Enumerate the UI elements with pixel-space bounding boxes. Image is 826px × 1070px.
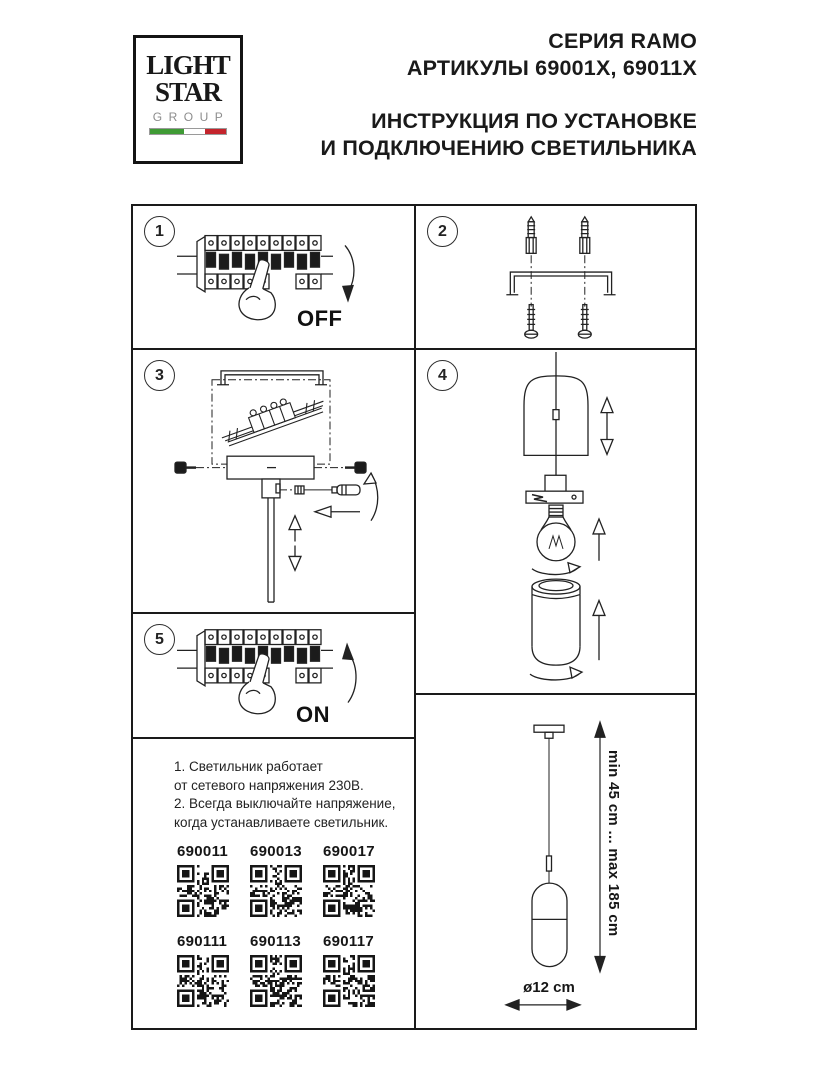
step2-anchors-diagram bbox=[416, 206, 695, 348]
qr-code bbox=[323, 955, 375, 1007]
wall-anchor-icon bbox=[526, 217, 536, 253]
step-3-panel bbox=[133, 350, 414, 614]
diameter-label: ø12 cm bbox=[523, 979, 575, 996]
qr-article-label: 690017 bbox=[323, 843, 375, 860]
grub-screw-icon bbox=[280, 486, 310, 494]
rotate-arrow-icon bbox=[530, 667, 582, 680]
on-label: ON bbox=[296, 702, 330, 727]
arrow-up-down-icon bbox=[601, 398, 613, 455]
logo-word-light: LIGHT bbox=[146, 50, 230, 80]
flag-white-stripe bbox=[184, 129, 205, 134]
qr-item bbox=[250, 933, 323, 1007]
cylinder-shade-drawing bbox=[532, 579, 580, 665]
dome-canopy-drawing bbox=[524, 376, 588, 456]
qr-item bbox=[323, 933, 396, 1007]
qr-article-label: 690013 bbox=[250, 843, 302, 860]
qr-code bbox=[177, 955, 229, 1007]
logo-word-star: STAR bbox=[154, 77, 222, 107]
step-1-panel bbox=[133, 206, 414, 350]
note-line: 2. Всегда выключайте напряжение, bbox=[174, 796, 396, 811]
alignment-dash-box bbox=[212, 380, 330, 464]
instruction-grid bbox=[131, 204, 697, 1030]
qr-item bbox=[323, 843, 396, 917]
note-line: когда устанавливаете светильник. bbox=[174, 814, 389, 830]
step-number-badge: 3 bbox=[144, 360, 175, 391]
terminal-block-icon bbox=[216, 386, 326, 447]
alignment-axis-lines bbox=[531, 255, 585, 306]
qr-code-grid bbox=[177, 843, 396, 1007]
step-number-badge: 5 bbox=[144, 624, 175, 655]
rod-drawing bbox=[268, 498, 274, 602]
instruction-title-line2: И ПОДКЛЮЧЕНИЮ СВЕТИЛЬНИКА bbox=[320, 136, 697, 160]
arrow-left-icon bbox=[315, 506, 360, 517]
step-number-badge: 2 bbox=[427, 216, 458, 247]
step5-breaker-on-diagram bbox=[133, 614, 414, 737]
side-screw-icon bbox=[175, 462, 227, 473]
stem-hub-drawing bbox=[262, 479, 280, 498]
step-4-panel bbox=[416, 350, 695, 695]
articles-title: АРТИКУЛЫ 69001X, 69011X bbox=[406, 56, 697, 80]
mounting-bracket-icon bbox=[217, 371, 327, 385]
light-bulb-icon bbox=[537, 505, 575, 561]
lightstar-logo bbox=[133, 35, 243, 164]
qr-article-label: 690113 bbox=[250, 933, 302, 950]
qr-code bbox=[177, 865, 229, 917]
qr-code bbox=[250, 865, 302, 917]
height-dimension-arrow bbox=[595, 722, 605, 971]
mounting-bracket-icon bbox=[506, 272, 615, 295]
diameter-dimension-arrow bbox=[506, 1000, 580, 1010]
step1-breaker-off-diagram bbox=[133, 206, 414, 348]
step-5-panel bbox=[133, 614, 414, 739]
flag-red-stripe bbox=[205, 129, 226, 134]
logo-word-group: GROUP bbox=[152, 110, 230, 124]
qr-article-label: 690011 bbox=[177, 843, 229, 860]
arrow-up-icon bbox=[342, 643, 356, 703]
instruction-title-line1: ИНСТРУКЦИЯ ПО УСТАНОВКЕ bbox=[371, 109, 697, 133]
qr-code bbox=[323, 865, 375, 917]
off-label: OFF bbox=[297, 306, 343, 331]
step-number-badge: 1 bbox=[144, 216, 175, 247]
notes-panel bbox=[133, 739, 414, 1028]
canopy-drawing bbox=[227, 456, 314, 479]
flag-green-stripe bbox=[150, 129, 184, 134]
screw-icon bbox=[525, 305, 538, 339]
screw-icon bbox=[578, 305, 591, 339]
arrow-up-down-icon bbox=[289, 516, 301, 571]
step-number-badge: 4 bbox=[427, 360, 458, 391]
rotate-arrow-icon bbox=[364, 473, 378, 521]
dimensions-panel bbox=[416, 695, 695, 1028]
note-line: 1. Светильник работает bbox=[174, 759, 323, 774]
qr-article-label: 690111 bbox=[177, 933, 228, 950]
pendant-lamp-drawing bbox=[532, 725, 567, 966]
qr-item bbox=[250, 843, 323, 917]
note-line: от сетевого напряжения 230В. bbox=[174, 777, 364, 793]
qr-code bbox=[250, 955, 302, 1007]
safety-notes bbox=[174, 758, 395, 832]
title-block bbox=[321, 28, 697, 162]
italy-flag-icon bbox=[149, 128, 227, 135]
step3-wiring-diagram bbox=[133, 350, 414, 612]
height-range-label: min 45 cm ... max 185 cm bbox=[605, 750, 622, 937]
arrow-up-icon bbox=[593, 519, 605, 561]
qr-article-label: 690117 bbox=[323, 933, 375, 950]
qr-item bbox=[177, 933, 250, 1007]
arrow-down-icon bbox=[342, 245, 354, 302]
screwdriver-icon bbox=[310, 485, 360, 495]
step-2-panel bbox=[416, 206, 695, 350]
wall-anchor-icon bbox=[580, 217, 590, 253]
rotate-arrow-icon bbox=[532, 563, 580, 575]
socket-plate-drawing bbox=[526, 475, 583, 503]
qr-item bbox=[177, 843, 250, 917]
arrow-up-icon bbox=[593, 601, 605, 661]
step4-assembly-diagram bbox=[416, 350, 695, 693]
series-title: СЕРИЯ RAMO bbox=[548, 29, 697, 53]
